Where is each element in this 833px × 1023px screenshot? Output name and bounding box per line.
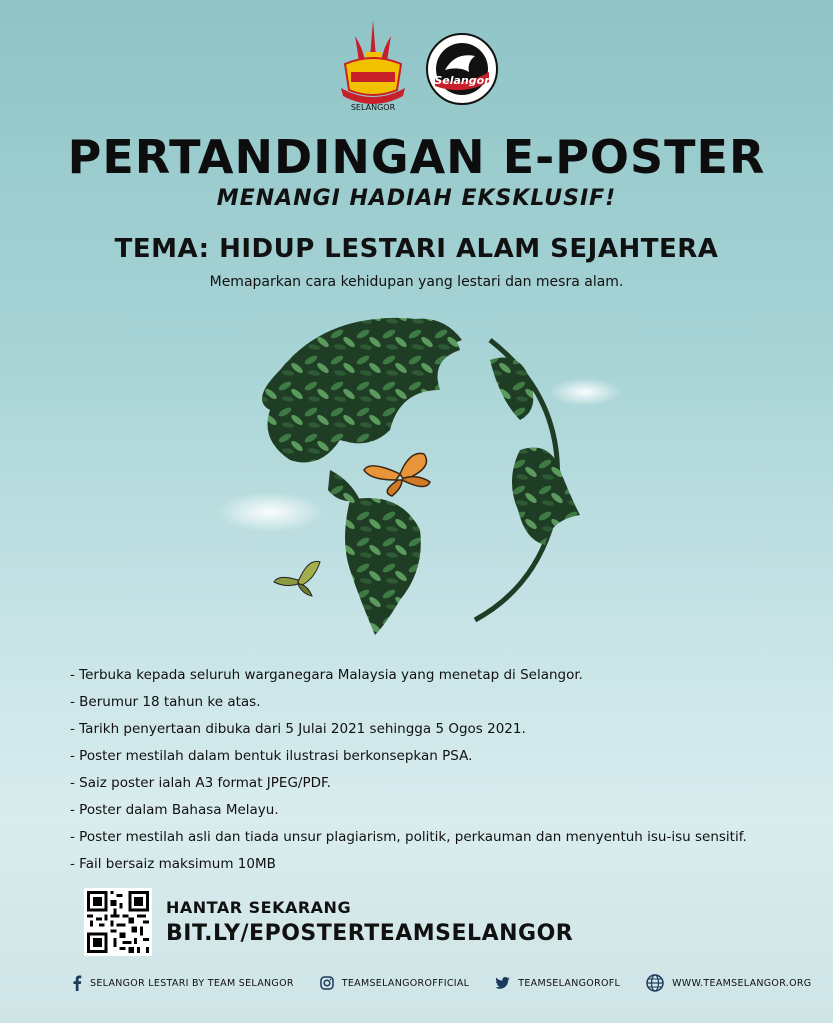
globe-leaves-icon <box>200 300 640 650</box>
facebook-label: SELANGOR LESTARI BY TEAM SELANGOR <box>90 977 294 989</box>
globe-web-icon <box>646 974 664 992</box>
submit-cta[interactable] <box>84 888 573 956</box>
cta-link[interactable]: BIT.LY/EPOSTERTEAMSELANGOR <box>166 921 574 946</box>
instagram-label: TEAMSELANGOROFFICIAL <box>341 977 470 989</box>
list-item: - Poster mestilah dalam bentuk ilustrasi berkonsepkan PSA. <box>70 743 790 770</box>
instagram-icon <box>320 976 334 990</box>
list-item: - Poster mestilah asli dan tiada unsur plagiarism, politik, perkauman dan menyentuh isu-isu sensitif. <box>70 824 790 851</box>
twitter-link[interactable] <box>495 977 620 989</box>
butterfly-icon <box>274 561 320 596</box>
twitter-label: TEAMSELANGOROFL <box>518 977 621 989</box>
page-subtitle: MENANGI HADIAH EKSKLUSIF! <box>216 186 617 211</box>
theme-heading: TEMA: HIDUP LESTARI ALAM SEJAHTERA <box>114 234 719 264</box>
globe-illustration <box>200 300 640 650</box>
list-item: - Poster dalam Bahasa Melayu. <box>70 797 790 824</box>
list-item: - Berumur 18 tahun ke atas. <box>70 689 790 716</box>
twitter-icon <box>495 977 510 989</box>
list-item: - Fail bersaiz maksimum 10MB <box>70 851 790 878</box>
facebook-icon <box>72 975 82 991</box>
qr-code-icon[interactable] <box>84 888 152 956</box>
website-label: WWW.TEAMSELANGOR.ORG <box>672 977 812 989</box>
selangor-crest-icon <box>335 18 411 114</box>
crest-label: SELANGOR <box>350 103 395 112</box>
facebook-link[interactable] <box>72 975 294 991</box>
instagram-link[interactable] <box>320 976 470 990</box>
rules-list <box>70 662 790 878</box>
team-selangor-badge-icon <box>425 32 499 106</box>
cta-label: HANTAR SEKARANG <box>166 898 352 917</box>
logo-row <box>0 18 833 114</box>
page-title: PERTANDINGAN E-POSTER <box>67 130 766 184</box>
social-footer <box>72 974 812 992</box>
list-item: - Terbuka kepada seluruh warganegara Malaysia yang menetap di Selangor. <box>70 662 790 689</box>
list-item: - Tarikh penyertaan dibuka dari 5 Julai 2021 sehingga 5 Ogos 2021. <box>70 716 790 743</box>
badge-label: Selangor <box>433 74 490 87</box>
list-item: - Saiz poster ialah A3 format JPEG/PDF. <box>70 770 790 797</box>
butterfly-icon <box>364 453 430 496</box>
website-link[interactable] <box>646 974 811 992</box>
theme-description: Memaparkan cara kehidupan yang lestari dan mesra alam. <box>209 274 624 290</box>
